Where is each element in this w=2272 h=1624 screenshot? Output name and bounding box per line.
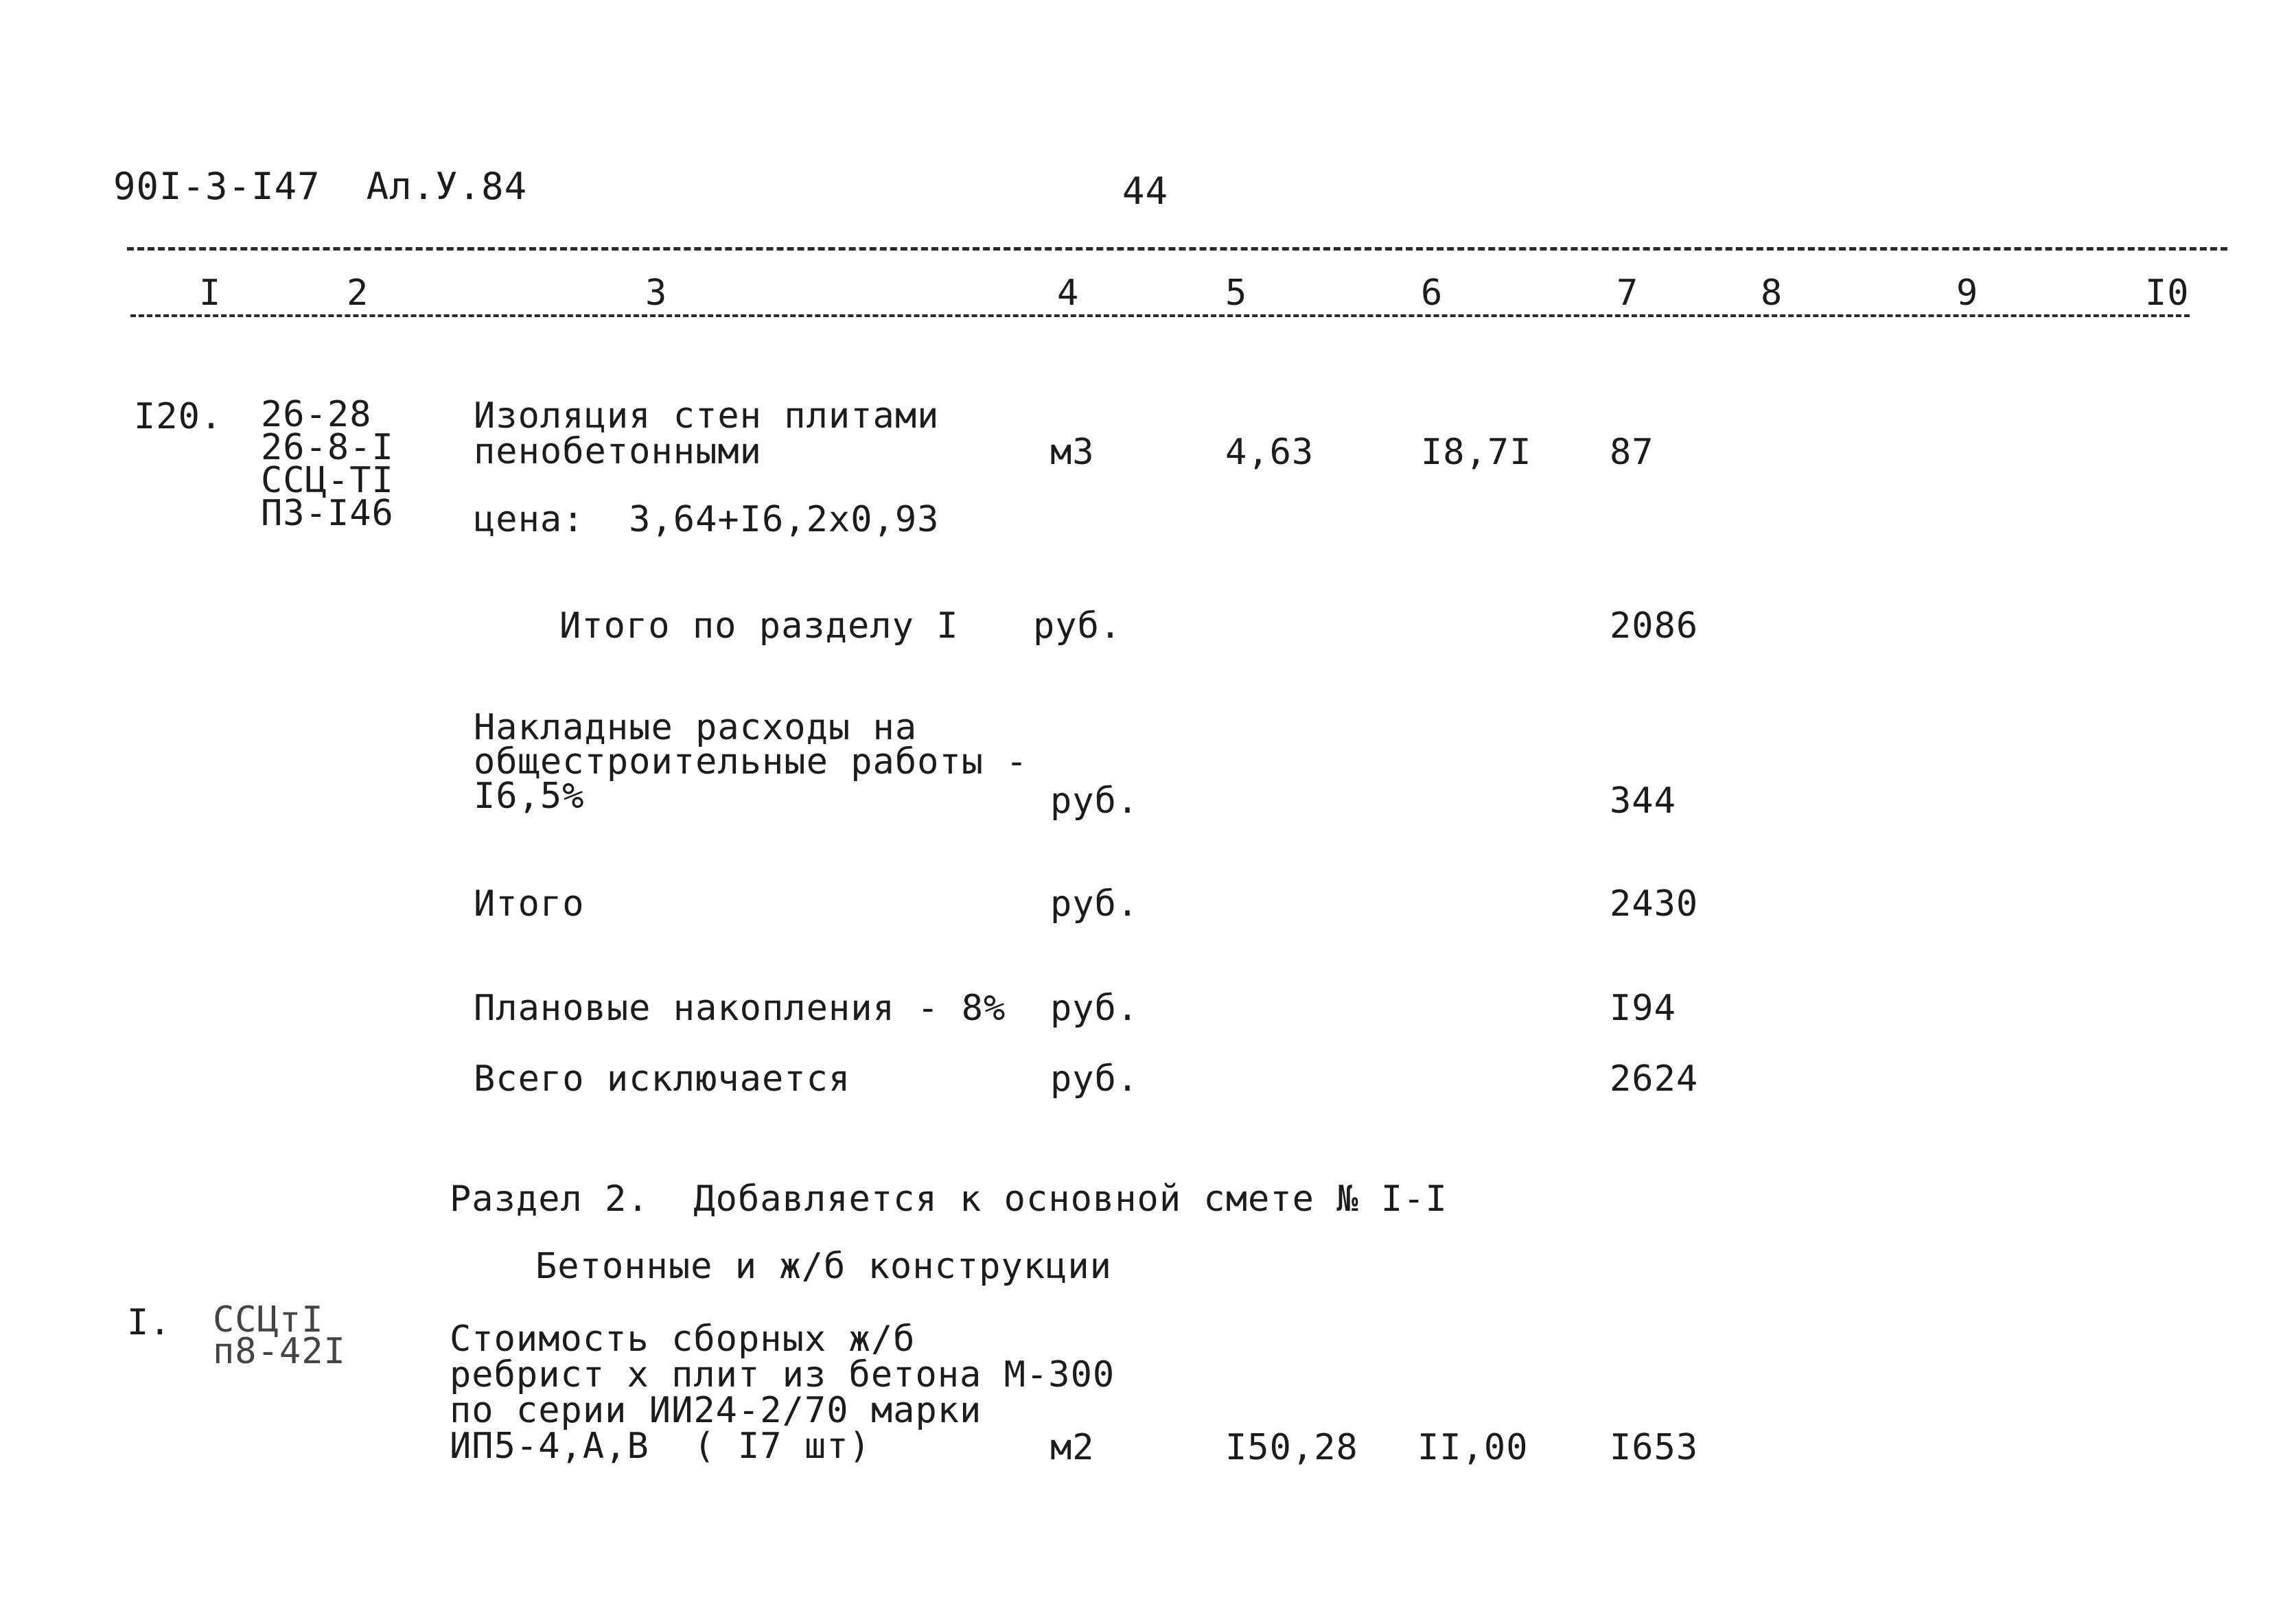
section-title: Раздел 2. Добавляется к основной смете № I-I [450,1179,1448,1220]
row-unit-price: II,00 [1417,1427,1529,1468]
column-header: I0 [2145,272,2190,314]
row-price-formula: цена: 3,64+I6,2х0,93 [474,499,940,540]
row-total: I653 [1610,1427,1699,1468]
row-number: I. [127,1302,172,1343]
row-description: Изоляция стен плитами пенобетонными [474,395,940,472]
header-separator [127,247,2227,251]
column-header: 9 [1956,272,1979,314]
totals-label: Плановые накопления - 8% [474,988,1006,1029]
row-total: 87 [1610,432,1654,473]
totals-label: Итого [474,883,585,925]
row-number: I20. [134,396,223,437]
totals-value: 2086 [1610,605,1699,647]
column-header: 5 [1225,272,1248,314]
column-header: 3 [645,272,668,314]
page-number: 44 [1122,170,1169,213]
row-quantity: I50,28 [1225,1427,1358,1468]
row-codes: 26-28 26-8-I ССЦ-ТI ПЗ-I46 [261,394,394,534]
totals-unit: руб. [1050,988,1139,1029]
totals-unit: руб. [1050,883,1139,925]
totals-label: Накладные расходы на общестроительные работы - I6,5% [474,707,1028,817]
totals-unit: руб. [1033,605,1122,647]
column-header: 8 [1761,272,1783,314]
row-quantity: 4,63 [1225,432,1314,473]
row-codes: ССЦтI п8-42I [213,1299,346,1372]
row-unit: м3 [1050,432,1095,473]
totals-value: 344 [1610,780,1676,822]
section-subtitle: Бетонные и ж/б конструкции [535,1246,1112,1287]
column-header: 6 [1421,272,1444,314]
document-code: 90I-3-I47 Ал.У.84 [113,165,528,208]
column-header: 7 [1616,272,1639,314]
totals-value: 2624 [1610,1058,1699,1100]
column-header-underline [130,314,2190,317]
totals-unit: руб. [1050,780,1139,822]
row-description: Стоимость сборных ж/б ребрист х плит из бетона М-300 по серии ИИ24-2/70 марки ИП5-4,А,В ( I7 шт) [450,1319,1115,1467]
totals-unit: руб. [1050,1058,1139,1100]
totals-value: I94 [1610,988,1676,1029]
totals-label: Всего исключается [474,1058,851,1100]
totals-value: 2430 [1610,883,1699,925]
column-header: I [199,272,222,314]
column-header: 4 [1057,272,1080,314]
row-unit-price: I8,7I [1421,432,1532,473]
totals-label: Итого по разделу I [559,605,959,647]
column-header: 2 [347,272,369,314]
row-unit: м2 [1050,1427,1095,1468]
